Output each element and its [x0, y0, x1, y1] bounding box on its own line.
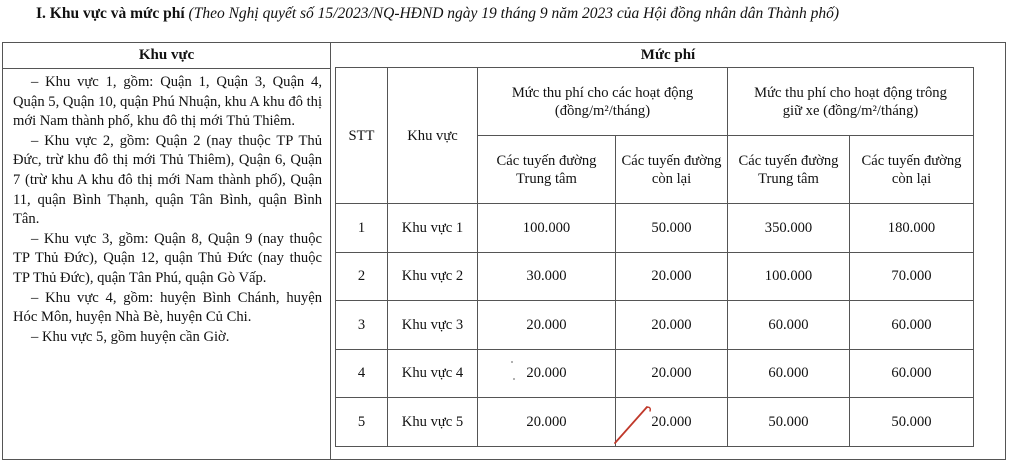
fee-cell: 20.000: [616, 252, 728, 301]
area-cell: Khu vực 1: [388, 204, 478, 253]
section-heading: [36, 5, 839, 23]
stt-cell: 4: [336, 349, 388, 398]
activity-fee-title: Mức thu phí cho các hoạt động: [511, 84, 694, 101]
fee-cell: 50.000: [616, 204, 728, 253]
fee-cell: 60.000: [850, 301, 974, 350]
parking-fee-header: [728, 68, 974, 136]
table-row: [336, 301, 974, 350]
parking-central-header: Các tuyến đường Trung tâm: [728, 136, 850, 204]
fee-cell: 20.000: [478, 349, 616, 398]
fee-document-table: [2, 42, 1006, 460]
area-item: – Khu vực 3, gồm: Quận 8, Quận 9 (nay thuộc TP Thủ Đức), Quận 12, quận Thủ Đức (nay thuộc TP Thủ Đức), quận Tân Phú, quận Gò Vấp.: [13, 230, 322, 286]
area-header: Khu vực: [388, 68, 478, 204]
fee-cell: 50.000: [728, 398, 850, 447]
stt-cell: 2: [336, 252, 388, 301]
fee-table-header-row: [336, 68, 974, 136]
area-description-column: [3, 43, 331, 459]
parking-fee-unit: giữ xe (đồng/m²/tháng): [782, 102, 919, 119]
stt-cell: 5: [336, 398, 388, 447]
fee-cell: 60.000: [850, 349, 974, 398]
section-heading-note: (Theo Nghị quyết số 15/2023/NQ-HĐND ngày 19 tháng 9 năm 2023 của Hội đồng nhân dân Thành phố): [184, 5, 840, 22]
stt-cell: 3: [336, 301, 388, 350]
fee-cell: 350.000: [728, 204, 850, 253]
stt-header: STT: [336, 68, 388, 204]
fee-cell: 20.000: [616, 398, 728, 447]
fee-cell: 20.000: [616, 301, 728, 350]
area-column-header: Khu vực: [3, 43, 330, 69]
fee-table: [335, 67, 974, 447]
fee-cell: 100.000: [478, 204, 616, 253]
fee-cell: 70.000: [850, 252, 974, 301]
stt-cell: 1: [336, 204, 388, 253]
fee-cell: 60.000: [728, 301, 850, 350]
area-item: – Khu vực 5, gồm huyện cần Giờ.: [31, 328, 230, 345]
fee-column-header: Mức phí: [640, 47, 696, 63]
table-row: [336, 349, 974, 398]
activity-fee-header: [478, 68, 728, 136]
table-row: [336, 252, 974, 301]
area-cell: Khu vực 5: [388, 398, 478, 447]
activity-other-header: Các tuyến đường còn lại: [616, 136, 728, 204]
parking-other-header: Các tuyến đường còn lại: [850, 136, 974, 204]
table-row: [336, 204, 974, 253]
area-cell: Khu vực 2: [388, 252, 478, 301]
fee-cell: 60.000: [728, 349, 850, 398]
area-cell: Khu vực 4: [388, 349, 478, 398]
activity-central-header: Các tuyến đường Trung tâm: [478, 136, 616, 204]
area-cell: Khu vực 3: [388, 301, 478, 350]
fee-cell: 20.000: [616, 349, 728, 398]
area-list: [3, 69, 330, 347]
parking-fee-title: Mức thu phí cho hoạt động trông: [754, 84, 947, 101]
fee-cell: 100.000: [728, 252, 850, 301]
activity-fee-unit: (đồng/m²/tháng): [554, 102, 651, 119]
fee-cell: 180.000: [850, 204, 974, 253]
scan-speck: [511, 361, 513, 363]
area-item: – Khu vực 1, gồm: Quận 1, Quận 3, Quận 4, Quận 5, Quận 10, quận Phú Nhuận, khu A khu đô thị mới Nam thành phố, khu đô thị mới Thủ Thiêm.: [13, 74, 322, 130]
fee-cell: 20.000: [478, 301, 616, 350]
scan-speck: [513, 378, 515, 380]
section-heading-bold: I. Khu vực và mức phí: [36, 5, 185, 22]
area-item: – Khu vực 4, gồm: huyện Bình Chánh, huyện Hóc Môn, huyện Nhà Bè, huyện Củ Chi.: [13, 289, 322, 326]
fee-cell: 30.000: [478, 252, 616, 301]
area-item: – Khu vực 2, gồm: Quận 2 (nay thuộc TP Thủ Đức, trừ khu đô thị mới Thủ Thiêm), Quận 6, Quận 7 (trừ khu A khu đô thị mới Nam thành phố), Quận 11, quận Bình Thạnh, quận Tân Bình, quận Bình Tân.: [13, 132, 322, 228]
fee-cell: 20.000: [478, 398, 616, 447]
fee-cell: 50.000: [850, 398, 974, 447]
red-pen-mark: [612, 402, 657, 446]
